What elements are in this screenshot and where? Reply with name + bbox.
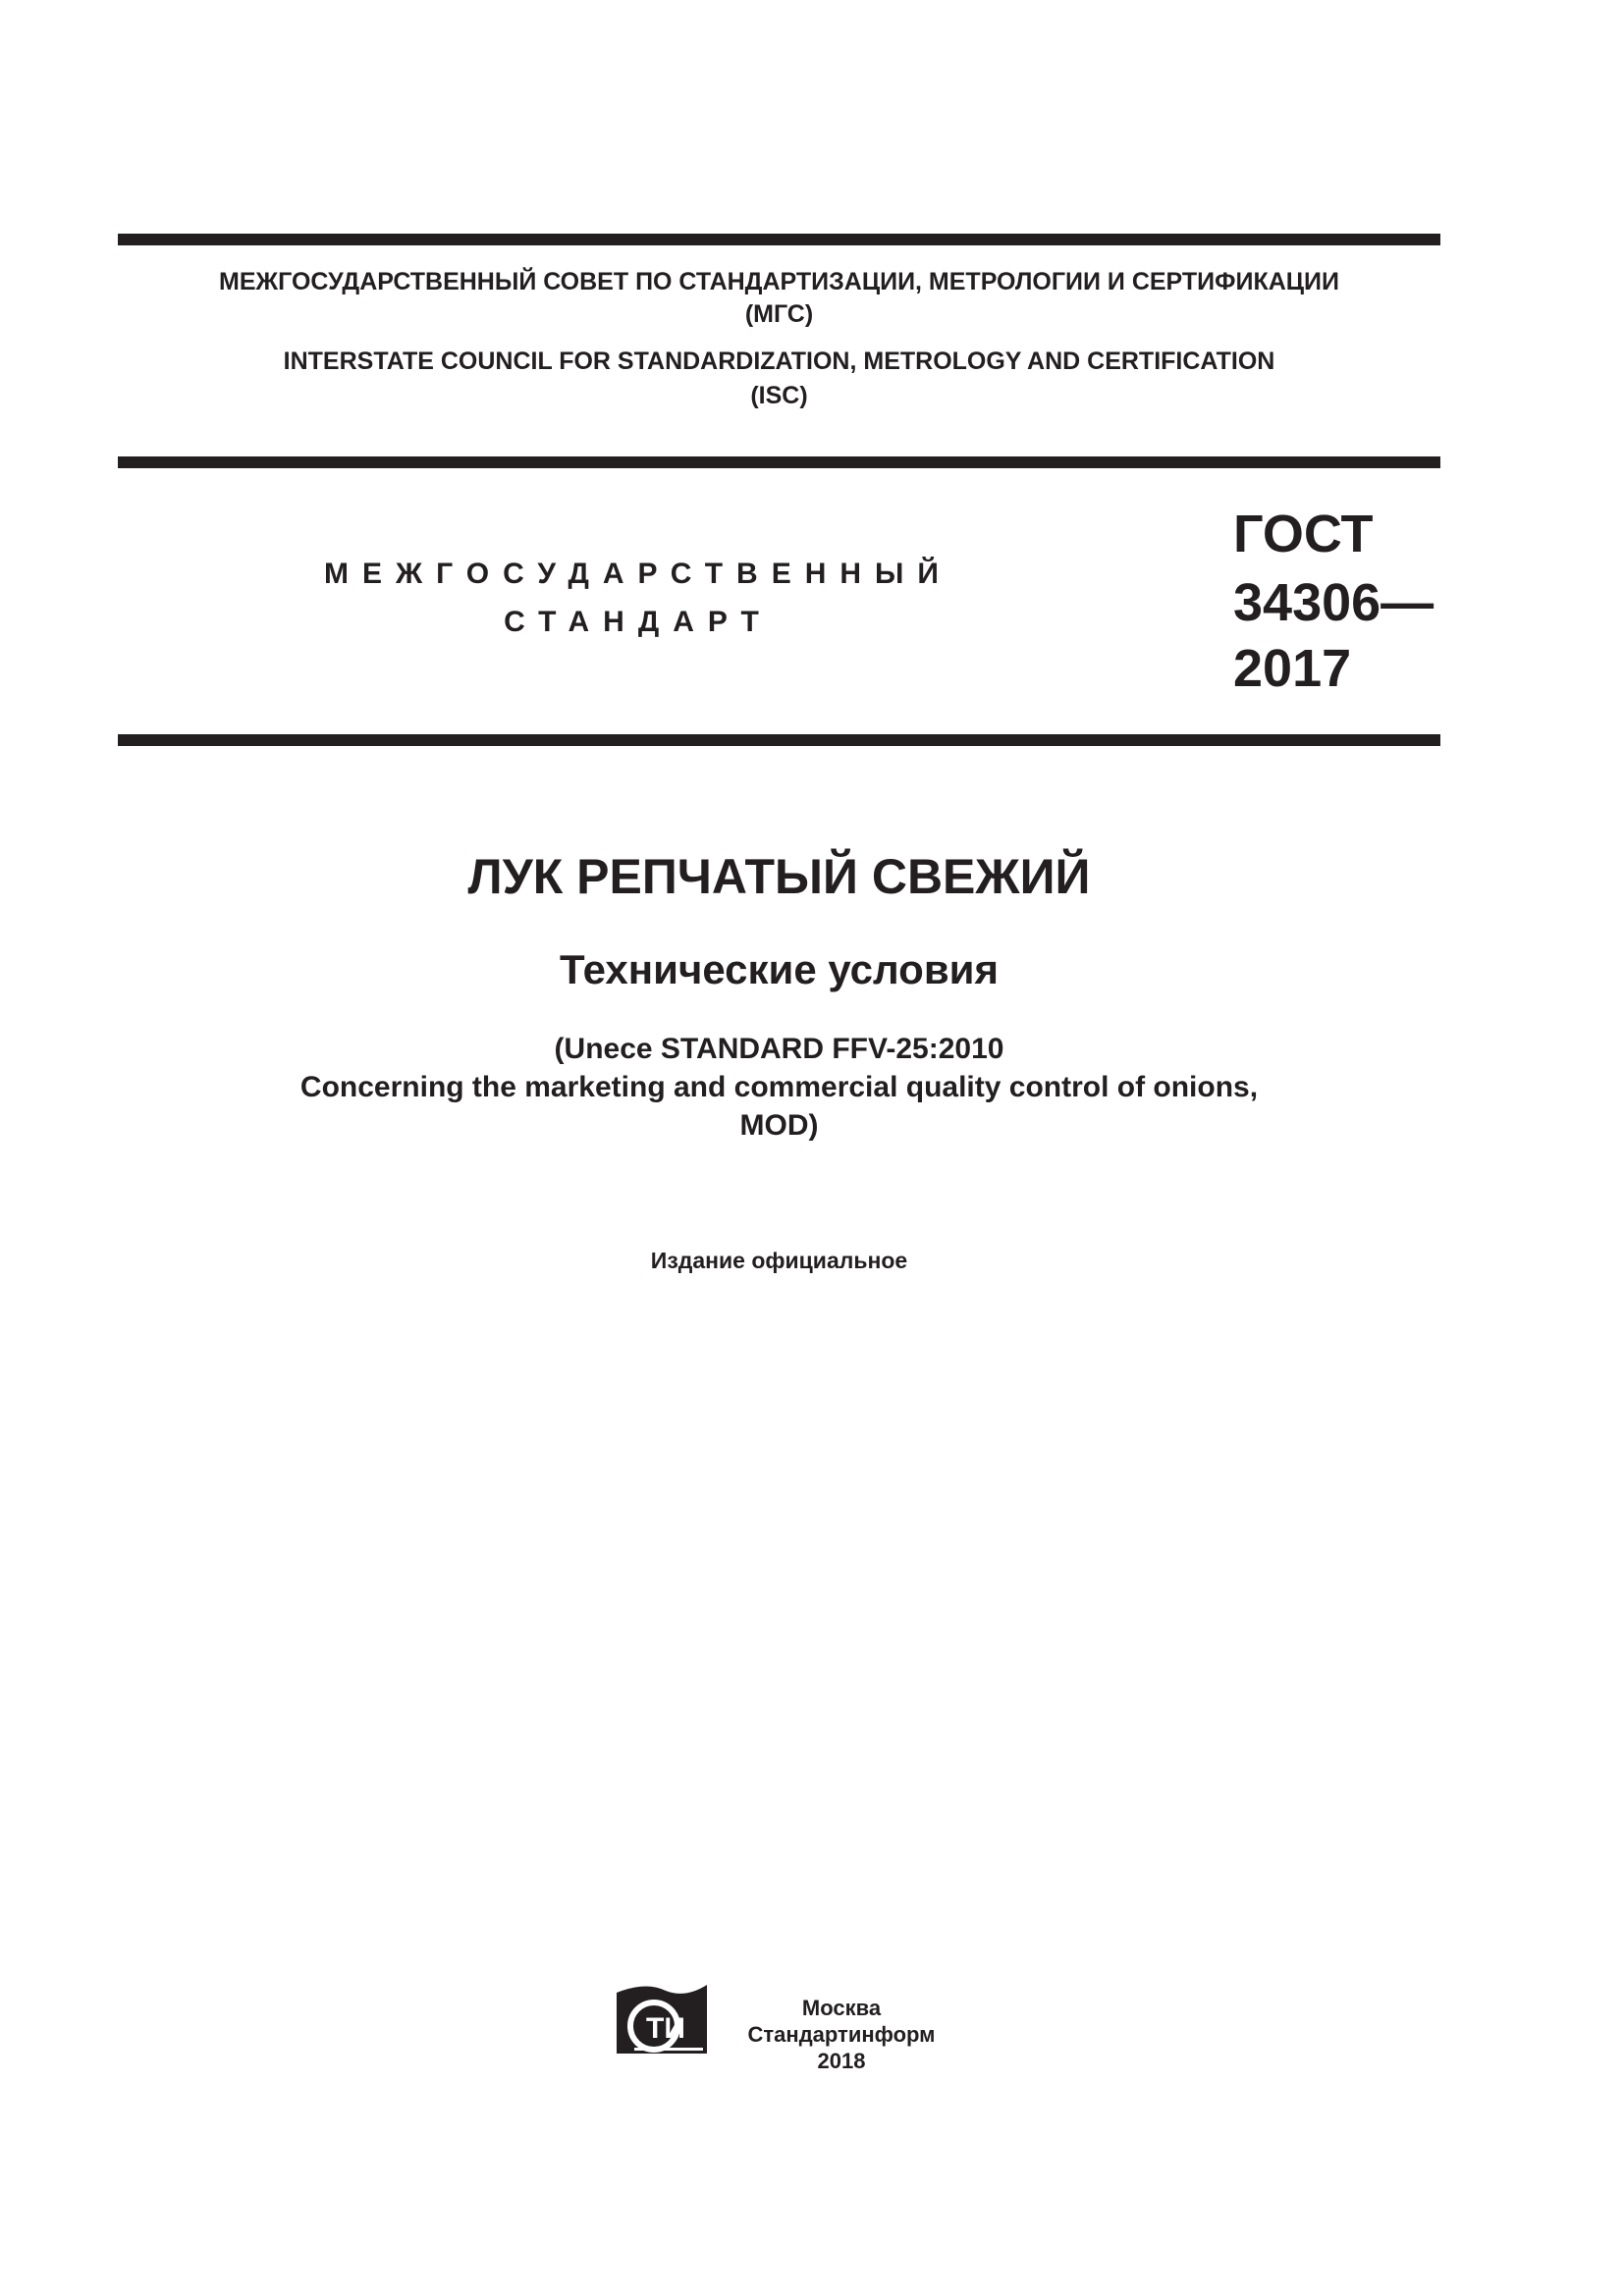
top-rule: [118, 234, 1440, 245]
council-abbr-ru: (МГС): [744, 300, 814, 328]
publisher-city: Москва: [801, 1996, 882, 2020]
middle-rule: [118, 456, 1440, 468]
bottom-rule: [118, 734, 1440, 746]
standard-type-line1: МЕЖГОСУДАРСТВЕННЫЙ: [324, 558, 952, 590]
designation-line2: 34306—: [1233, 573, 1435, 632]
standard-type-line2: СТАНДАРТ: [504, 606, 773, 638]
reference-line2: Concerning the marketing and commercial quality control of onions,: [299, 1071, 1259, 1103]
designation-line1: ГОСТ: [1233, 505, 1374, 563]
document-subtitle: Технические условия: [560, 946, 999, 992]
publisher-year: 2018: [817, 2049, 866, 2073]
edition-label: Издание официальное: [650, 1248, 908, 1273]
council-abbr-en: (ISC): [750, 382, 808, 409]
svg-text:ТИ: ТИ: [646, 2012, 685, 2045]
council-name-en: INTERSTATE COUNCIL FOR STANDARDIZATION, METROLOGY AND CERTIFICATION: [283, 347, 1275, 375]
publisher-name: Стандартинформ: [747, 2022, 936, 2047]
designation-line3: 2017: [1233, 639, 1352, 698]
publisher-logo: [617, 1981, 711, 2057]
reference-line3: MOD): [739, 1109, 819, 1142]
council-name-ru: МЕЖГОСУДАРСТВЕННЫЙ СОВЕТ ПО СТАНДАРТИЗАЦИИ, МЕТРОЛОГИИ И СЕРТИФИКАЦИИ: [219, 268, 1339, 295]
document-title: ЛУК РЕПЧАТЫЙ СВЕЖИЙ: [467, 849, 1091, 904]
reference-line1: (Unece STANDARD FFV-25:2010: [554, 1033, 1004, 1065]
